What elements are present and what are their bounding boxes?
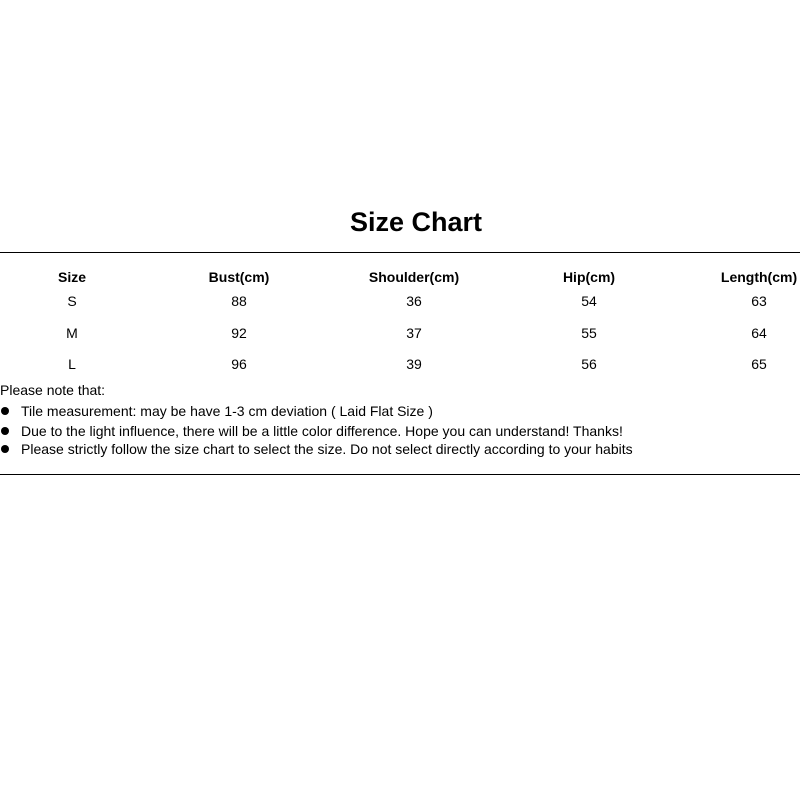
- cell-size: L: [68, 356, 76, 372]
- note-text: Tile measurement: may be have 1-3 cm deviation ( Laid Flat Size ): [21, 403, 433, 419]
- cell-length: 63: [751, 293, 767, 309]
- note-item: [0, 402, 433, 420]
- cell-size: S: [67, 293, 77, 309]
- cell-length: 64: [751, 325, 767, 341]
- cell-hip: 54: [581, 293, 597, 309]
- note-text: Due to the light influence, there will be a little color difference. Hope you can understand! Thanks!: [21, 423, 623, 439]
- bottom-divider: [0, 474, 800, 475]
- cell-hip: 56: [581, 356, 597, 372]
- header-shoulder: Shoulder(cm): [368, 269, 460, 285]
- bullet-icon: [1, 427, 9, 435]
- bullet-icon: [1, 407, 9, 415]
- cell-hip: 55: [581, 325, 597, 341]
- size-chart-title: Size Chart: [349, 207, 483, 237]
- header-bust: Bust(cm): [208, 269, 270, 285]
- note-item: [0, 422, 623, 440]
- top-divider: [0, 252, 800, 253]
- cell-bust: 88: [231, 293, 247, 309]
- notes-heading: Please note that:: [0, 382, 106, 398]
- cell-size: M: [66, 325, 78, 341]
- cell-bust: 96: [231, 356, 247, 372]
- note-item: [0, 440, 633, 458]
- cell-shoulder: 39: [406, 356, 422, 372]
- cell-shoulder: 36: [406, 293, 422, 309]
- cell-shoulder: 37: [406, 325, 422, 341]
- bullet-icon: [1, 445, 9, 453]
- header-hip: Hip(cm): [562, 269, 616, 285]
- note-text: Please strictly follow the size chart to select the size. Do not select directly according to your habits: [21, 441, 633, 457]
- cell-bust: 92: [231, 325, 247, 341]
- header-size: Size: [57, 269, 86, 285]
- header-length: Length(cm): [720, 269, 798, 285]
- cell-length: 65: [751, 356, 767, 372]
